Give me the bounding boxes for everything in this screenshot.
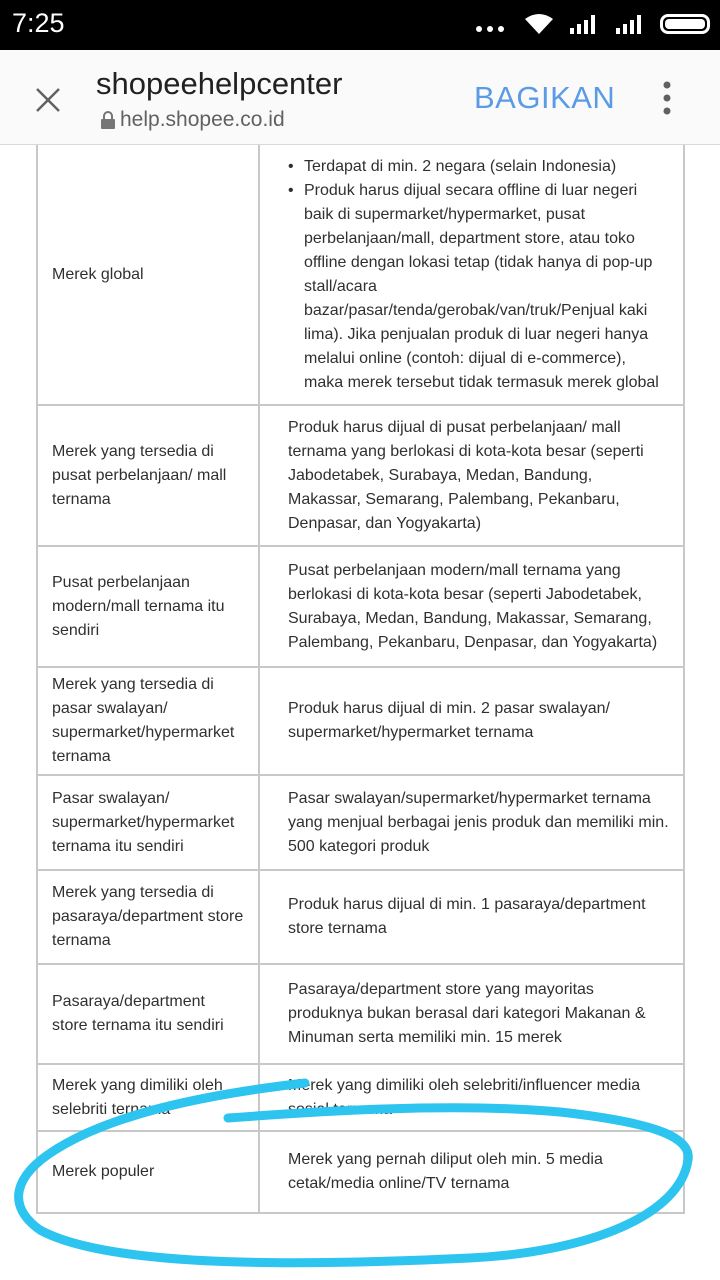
criteria-table xyxy=(36,145,685,1214)
battery-icon xyxy=(660,14,710,34)
category-cell: Merek populer xyxy=(37,1131,259,1213)
requirement-cell: Merek yang dimiliki oleh selebriti/influencer media sosial ternama xyxy=(259,1064,684,1131)
signal-icon xyxy=(568,12,600,36)
url-display xyxy=(100,108,285,132)
page-content[interactable] xyxy=(0,145,720,1280)
table-row xyxy=(37,1131,684,1213)
category-cell: Pasaraya/department store ternama itu sendiri xyxy=(37,964,259,1064)
category-cell: Merek yang tersedia di pasaraya/department store ternama xyxy=(37,870,259,964)
url-text: help.shopee.co.id xyxy=(120,108,285,131)
close-icon[interactable] xyxy=(30,82,66,118)
requirement-cell: Merek yang pernah diliput oleh min. 5 media cetak/media online/TV ternama xyxy=(259,1131,684,1213)
status-bar xyxy=(0,0,720,50)
table-row xyxy=(37,1064,684,1131)
requirement-cell: Pusat perbelanjaan modern/mall ternama yang berlokasi di kota-kota besar (seperti Jabodetabek, Surabaya, Medan, Bandung, Makassar, Semarang, Palembang, Pekanbaru, Denpasar, dan Yogyakarta) xyxy=(259,546,684,667)
table-row xyxy=(37,964,684,1064)
more-vert-icon[interactable] xyxy=(660,80,674,116)
table-row xyxy=(37,667,684,775)
status-icons xyxy=(476,12,710,36)
category-cell: Pasar swalayan/ supermarket/hypermarket ternama itu sendiri xyxy=(37,775,259,870)
table-row xyxy=(37,405,684,546)
more-dots-icon xyxy=(476,26,504,32)
list-item: • Produk harus dijual secara offline di luar negeri baik di supermarket/hypermarket, pusat perbelanjaan/mall, department store, atau toko offline dengan lokasi tetap (tidak hanya di pop-up stall/acara bazar/pasar/tenda/gerobak/van/truk/Penjual kaki lima). Jika penjualan produk di luar negeri hanya melalui online (contoh: dijual di e-commerce), maka merek tersebut tidak termasuk merek global xyxy=(288,179,669,395)
page-title: shopeehelpcenter xyxy=(96,66,343,101)
share-button[interactable]: BAGIKAN xyxy=(474,80,616,115)
requirement-cell: Produk harus dijual di min. 1 pasaraya/department store ternama xyxy=(259,870,684,964)
category-cell: Merek global xyxy=(37,145,259,405)
category-cell: Merek yang tersedia di pasar swalayan/ supermarket/hypermarket ternama xyxy=(37,667,259,775)
requirement-cell: Pasar swalayan/supermarket/hypermarket ternama yang menjual berbagai jenis produk dan memiliki min. 500 kategori produk xyxy=(259,775,684,870)
category-cell: Merek yang tersedia di pusat perbelanjaan/ mall ternama xyxy=(37,405,259,546)
category-cell: Merek yang dimiliki oleh selebriti ternama xyxy=(37,1064,259,1131)
requirement-cell: Produk harus dijual di pusat perbelanjaan/ mall ternama yang berlokasi di kota-kota besar (seperti Jabodetabek, Surabaya, Medan, Bandung, Makassar, Semarang, Palembang, Pekanbaru, Denpasar, dan Yogyakarta) xyxy=(259,405,684,546)
requirement-cell: Pasaraya/department store yang mayoritas produknya bukan berasal dari kategori Makanan & Minuman serta memiliki min. 15 merek xyxy=(259,964,684,1064)
category-cell: Pusat perbelanjaan modern/mall ternama itu sendiri xyxy=(37,546,259,667)
signal-icon xyxy=(614,12,646,36)
requirement-list xyxy=(288,155,669,395)
wifi-icon xyxy=(524,12,554,36)
lock-icon xyxy=(100,110,116,130)
list-item: • Terdapat di min. 2 negara (selain Indonesia) xyxy=(288,155,669,179)
requirement-cell xyxy=(259,145,684,405)
table-row xyxy=(37,775,684,870)
table-row xyxy=(37,870,684,964)
app-bar xyxy=(0,50,720,145)
requirement-cell: Produk harus dijual di min. 2 pasar swalayan/ supermarket/hypermarket ternama xyxy=(259,667,684,775)
table-row xyxy=(37,145,684,405)
clock: 7:25 xyxy=(12,8,65,38)
table-row xyxy=(37,546,684,667)
